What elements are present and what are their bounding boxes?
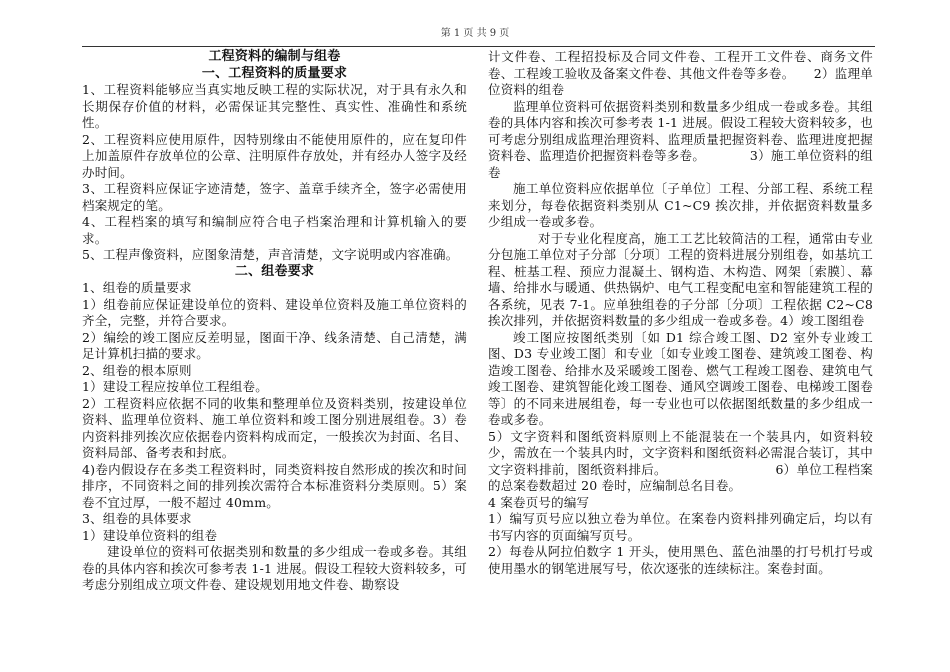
paragraph: 1）编写页号应以独立卷为单位。在案卷内资料排列确定后，均以有书写内容的页面编写页号。 bbox=[488, 511, 873, 543]
section-heading-grouping: 二、组卷要求 bbox=[234, 263, 315, 279]
paragraph: 2）每卷从阿拉伯数字 1 开头，使用黑色、蓝色油墨的打号机打号或使用墨水的钢笔进展写号，依次逐张的连续标注。案卷封面。 bbox=[488, 544, 873, 576]
paragraph: 2、组卷的根本原则 bbox=[82, 362, 192, 378]
paragraph: 1、组卷的质量要求 bbox=[82, 280, 192, 295]
paragraph: 4 案卷页号的编写 bbox=[488, 494, 590, 510]
paragraph: 2）工程资料应依据不同的收集和整理单位及资料类别，按建设单位资料、监理单位资料、施工单位资料和竣工图分别进展组卷。3）卷内资料排列挨次应依据卷内资料构成而定，一般挨次为封面、名目、资料局部、备考表和封底。 bbox=[82, 395, 467, 460]
paragraph: 施工单位资料应依据单位〔子单位〕工程、分部工程、系统工程来划分，每卷依据资料类别从 C1~C9 挨次排，并依据资料数量多少组成一卷或多卷。 bbox=[488, 181, 873, 229]
paragraph: 4)卷内假设存在多类工程资料时，同类资料按自然形成的挨次和时间排序，不同资料之间的排列挨次需符合本标准资料分类原则。5）案卷不宜过厚，一般不超过 40mm。 bbox=[82, 461, 467, 510]
paragraph: 2、工程资料应使用原件，因特别缘由不能使用原件的，应在复印件上加盖原件存放单位的公章、注明原件存放处，并有经办人签字及经办时间。 bbox=[82, 131, 467, 180]
paragraph: 3、组卷的具体要求 bbox=[82, 511, 192, 526]
page-header: 第 1 页 共 9 页 bbox=[440, 28, 510, 39]
paragraph: 4、工程档案的填写和编制应符合电子档案治理和计算机输入的要求。 bbox=[82, 214, 467, 246]
paragraph: 监理单位资料可依据资料类别和数量多少组成一卷或多卷。其组卷的具体内容和挨次可参考表 1-1 进展。假设工程较大资料较多，也可考虑分别组成监理治理资料、监理质量把握资料卷、监理进度把握资料卷、监理造价把握资料卷等多卷。 3）施工单位资料的组卷 bbox=[488, 98, 873, 180]
right-column bbox=[488, 49, 873, 577]
paragraph: 1、工程资料能够应当真实地反映工程的实际状况，对于具有永久和长期保存价值的材料，必需保证其完整性、真实性、准确性和系统性。 bbox=[82, 82, 467, 130]
section-heading-quality: 一、工程资料的质量要求 bbox=[201, 65, 348, 81]
paragraph: 建设单位的资料可依据类别和数量的多少组成一卷或多卷。其组卷的具体内容和挨次可参考表 1-1 进展。假设工程较大资料较多，可考虑分别组成立项文件卷、建设规划用地文件卷、勘察设 bbox=[82, 544, 467, 592]
paragraph: 5、工程声像资料，应图象清楚，声音清楚，文字说明或内容准确。 bbox=[82, 247, 459, 262]
paragraph: 1）建设工程应按单位工程组卷。 bbox=[82, 379, 268, 394]
paragraph: 5）文字资料和图纸资料原则上不能混装在一个装具内，如资料较少，需放在一个装具内时，文字资料和图纸资料必需混合装订，其中文字资料排前，图纸资料排后。 6）单位工程档案的总案卷数超过 20 卷时，应编制总名目卷。 bbox=[488, 428, 873, 493]
header-divider bbox=[82, 46, 875, 47]
paragraph: 计文件卷、工程招投标及合同文件卷、工程开工文件卷、商务文件卷、工程竣工验收及备案文件卷、其他文件卷等多卷。 2）监理单位资料的组卷 bbox=[488, 49, 873, 97]
document-title: 工程资料的编制与组卷 bbox=[208, 49, 341, 64]
paragraph: 3、工程资料应保证字迹清楚，签字、盖章手续齐全，签字必需使用档案规定的笔。 bbox=[82, 181, 467, 213]
paragraph: 1）建设单位资料的组卷 bbox=[82, 527, 218, 543]
paragraph: 2）编绘的竣工图应反差明显，图面干净、线条清楚、自己清楚，满足计算机扫描的要求。 bbox=[82, 329, 467, 361]
paragraph: 对于专业化程度高，施工工艺比较简洁的工程，通常由专业分包施工单位对子分部〔分项〕工程的资料进展分别组卷，如基坑工程、桩基工程、预应力混凝土、钢构造、木构造、网架〔索膜〕、幕墙、给排水与暖通、供热锅炉、电气工程变配电室和智能建筑工程的各系统，见表 7-1。应单独组卷的子分部〔分项〕工程依据 C2~C8 挨次排列，并依据资料数量的多少组成一卷或多卷。4）竣工图组卷 bbox=[488, 230, 873, 328]
paragraph: 1）组卷前应保证建设单位的资料、建设单位资料及施工单位资料的齐全，完整，并符合要求。 bbox=[82, 296, 467, 328]
paragraph: 竣工图应按图纸类别〔如 D1 综合竣工图、D2 室外专业竣工图、D3 专业竣工图〕和专业〔如专业竣工图卷、建筑竣工图卷、构造竣工图卷、给排水及采暖竣工图卷、燃气工程竣工图卷、建筑电气竣工图卷、建筑智能化竣工图卷、通风空调竣工图卷、电梯竣工图卷等〕的不同来进展组卷，每一专业也可以依据图纸数量的多少组成一卷或多卷。 bbox=[488, 329, 873, 427]
left-column bbox=[82, 49, 467, 594]
